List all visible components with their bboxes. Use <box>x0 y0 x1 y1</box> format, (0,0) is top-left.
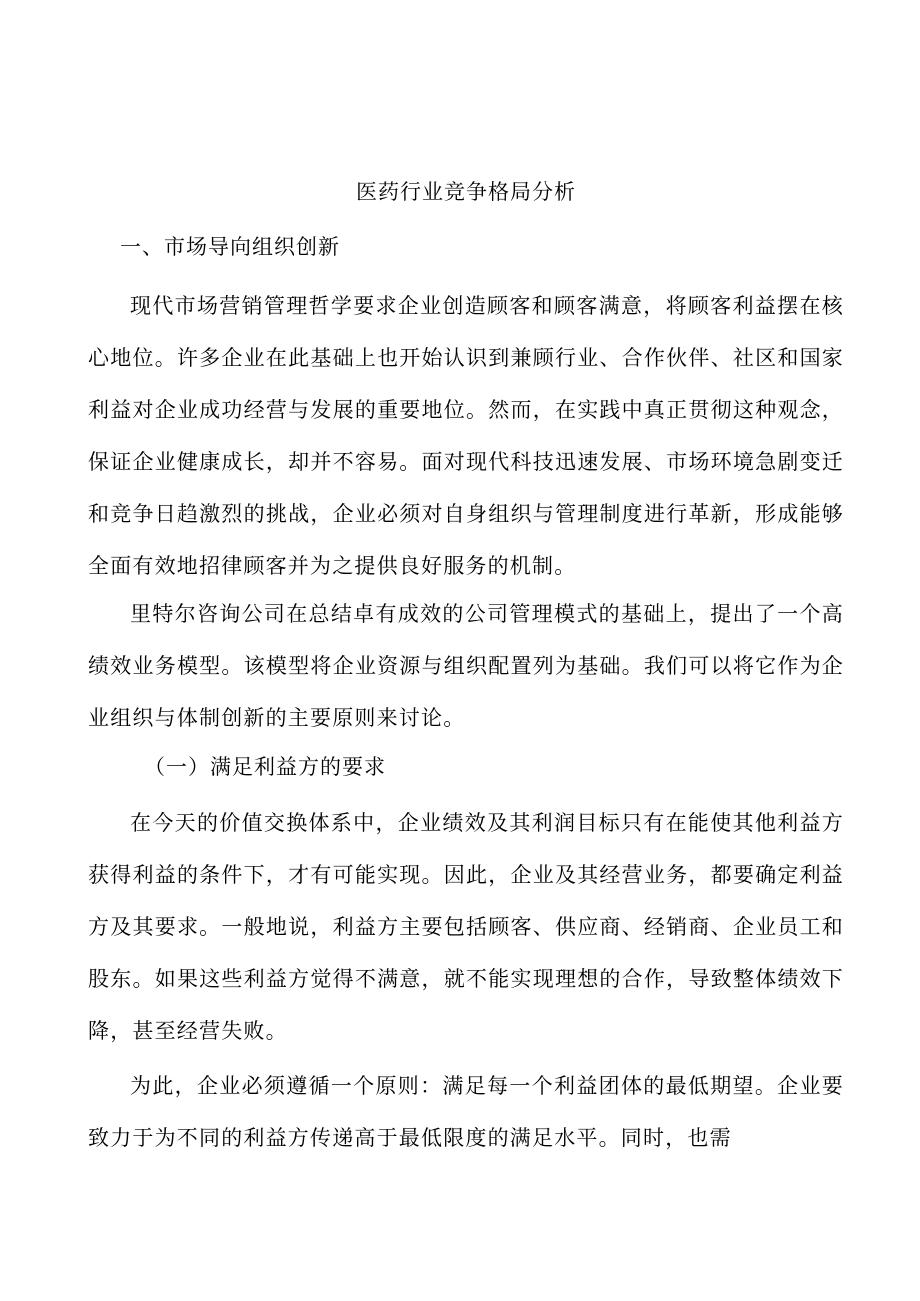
paragraph-2: 里特尔咨询公司在总结卓有成效的公司管理模式的基础上，提出了一个高绩效业务模型。该模型将企业资源与组织配置列为基础。我们可以将它作为企业组织与体制创新的主要原则来讨论。 <box>88 602 844 730</box>
section-heading: 一、市场导向组织创新 <box>120 235 340 259</box>
subsection-heading: （一）满足利益方的要求 <box>144 755 386 779</box>
paragraph-1: 现代市场营销管理哲学要求企业创造顾客和顾客满意，将顾客利益摆在核心地位。许多企业在此基础上也开始认识到兼顾行业、合作伙伴、社区和国家利益对企业成功经营与发展的重要地位。然而，在实践中真正贯彻这种观念，保证企业健康成长，却并不容易。面对现代科技迅速发展、市场环境急剧变迁和竞争日趋激烈的挑战，企业必须对自身组织与管理制度进行革新，形成能够全面有效地招律顾客并为之提供良好服务的机制。 <box>88 294 844 578</box>
paragraph-4: 为此，企业必须遵循一个原则：满足每一个利益团体的最低期望。企业要致力于为不同的利益方传递高于最低限度的满足水平。同时，也需 <box>88 1074 844 1150</box>
paragraph-3: 在今天的价值交换体系中，企业绩效及其利润目标只有在能使其他利益方获得利益的条件下，才有可能实现。因此，企业及其经营业务，都要确定利益方及其要求。一般地说，利益方主要包括顾客、供应商、经销商、企业员工和股东。如果这些利益方觉得不满意，就不能实现理想的合作，导致整体绩效下降，甚至经营失败。 <box>88 811 844 1043</box>
document-title: 医药行业竞争格局分析 <box>356 180 576 204</box>
document-page <box>88 0 844 1301</box>
